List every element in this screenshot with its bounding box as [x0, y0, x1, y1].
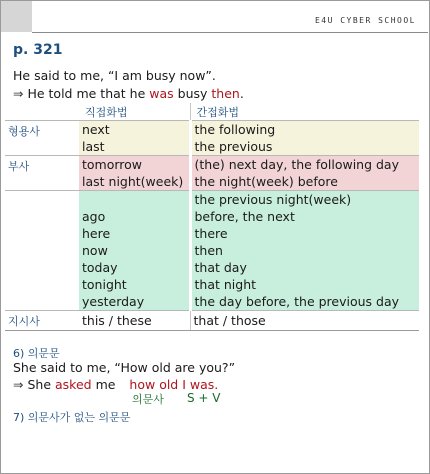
category-adverb: 부사	[5, 156, 79, 191]
highlight-then: then	[211, 86, 240, 101]
highlight-clause: how old I was.	[129, 377, 219, 392]
indirect-cell: that night	[190, 276, 419, 293]
direct-cell: ago	[79, 208, 190, 225]
category-blank	[5, 191, 79, 311]
example-question-direct: She said to me, “How old are you?”	[13, 360, 236, 375]
arrow-icon: ⇒	[13, 86, 24, 101]
highlight-asked: asked	[55, 377, 92, 392]
header-direct: 직접화법	[79, 103, 190, 121]
section-7-heading: 7) 의문사가 없는 의문문	[13, 411, 131, 424]
direct-cell: yesterday	[79, 293, 190, 311]
example-direct-speech: He said to me, “I am busy now”.	[13, 68, 216, 83]
indirect-cell: the previous	[190, 138, 419, 156]
direct-cell: last	[79, 138, 190, 156]
arrow-icon: ⇒	[13, 377, 24, 392]
page-number: p. 321	[13, 42, 63, 58]
text-part: .	[239, 86, 244, 101]
indirect-cell: the night(week) before	[190, 173, 419, 191]
direct-cell: next	[79, 121, 190, 139]
highlight-was: was	[149, 86, 174, 101]
category-demonstrative: 지시사	[5, 311, 79, 331]
indirect-cell: then	[190, 242, 419, 259]
direct-cell	[79, 191, 190, 209]
text-part: She	[27, 377, 55, 392]
corner-block	[1, 1, 32, 32]
direct-cell: this / these	[79, 311, 190, 331]
label-subject-verb: S + V	[187, 391, 221, 405]
direct-cell: last night(week)	[79, 173, 190, 191]
header-blank	[5, 103, 79, 121]
direct-cell: tonight	[79, 276, 190, 293]
direct-cell: today	[79, 259, 190, 276]
text-part: busy	[173, 86, 212, 101]
conversion-table	[5, 103, 419, 331]
example-question-indirect	[13, 377, 218, 392]
indirect-cell: the day before, the previous day	[190, 293, 419, 311]
indirect-cell: before, the next	[190, 208, 419, 225]
category-adjective: 형용사	[5, 121, 79, 156]
example-indirect-speech	[13, 86, 244, 101]
indirect-cell: (the) next day, the following day	[190, 156, 419, 174]
direct-cell: now	[79, 242, 190, 259]
section-6-heading: 6) 의문문	[13, 347, 60, 360]
indirect-cell: the previous night(week)	[190, 191, 419, 209]
label-wh-word: 의문사	[132, 393, 164, 406]
indirect-cell: the following	[190, 121, 419, 139]
direct-cell: here	[79, 225, 190, 242]
header-rule	[32, 32, 428, 33]
brand-label: E4U CYBER SCHOOL	[314, 16, 416, 25]
header-indirect: 간접화법	[196, 105, 240, 119]
indirect-cell: that / those	[190, 311, 419, 331]
direct-cell: tomorrow	[79, 156, 190, 174]
indirect-cell: there	[190, 225, 419, 242]
indirect-cell: that day	[190, 259, 419, 276]
text-part: me	[91, 377, 116, 392]
text-part: He told me that he	[27, 86, 150, 101]
